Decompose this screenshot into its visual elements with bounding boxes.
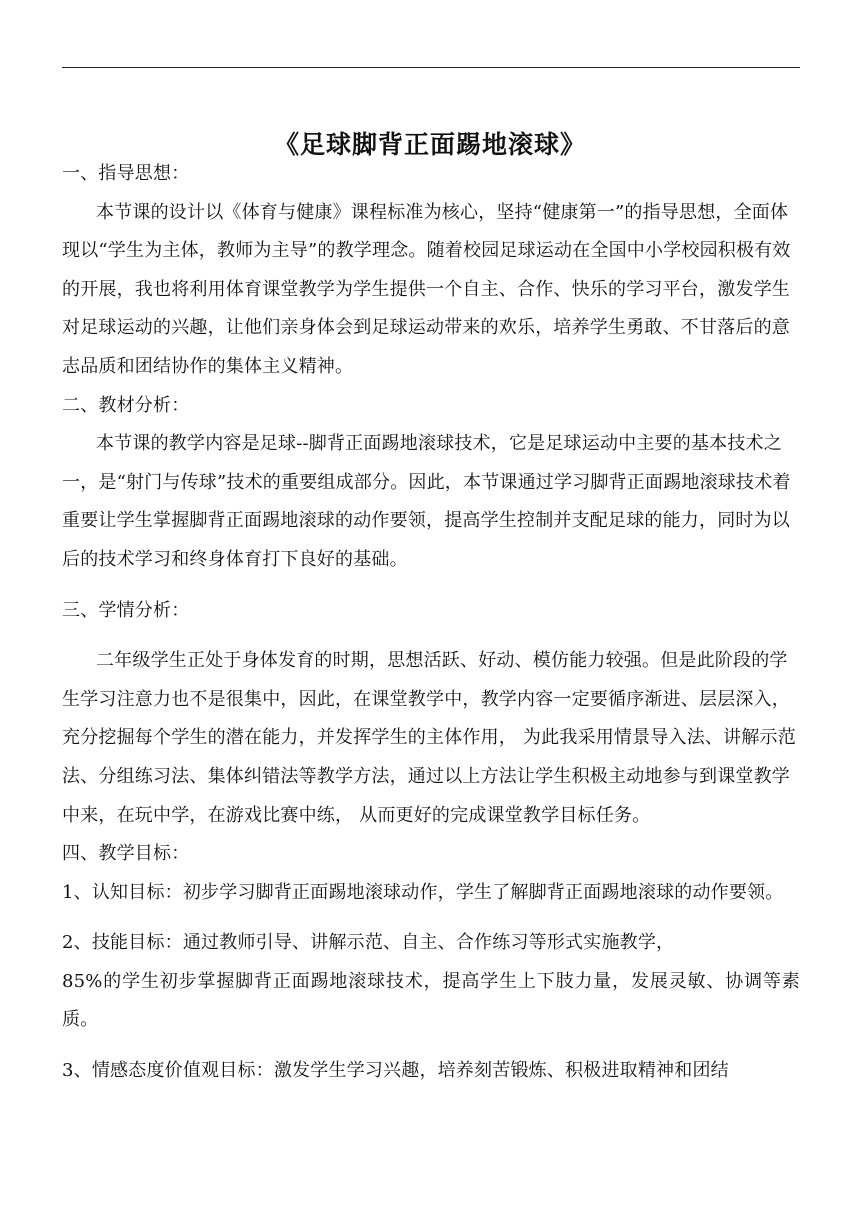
- document-title: 《足球脚背正面踢地滚球》: [273, 129, 586, 159]
- objective-skill-line-1: 2、技能目标：通过教师引导、讲解示范、自主、合作练习等形式实施教学，: [62, 932, 675, 954]
- section-heading-guiding: 一、指导思想：: [62, 163, 190, 184]
- section-heading-material: 二、教材分析：: [62, 394, 190, 416]
- header-rule: [62, 67, 800, 68]
- section-student-analysis: [62, 592, 800, 836]
- section-heading-objectives: 四、教学目标：: [62, 843, 190, 865]
- objective-cognitive: 1、认知目标：初步学习脚背正面踢地滚球动作，学生了解脚背正面踢地滚球的动作要领。: [62, 881, 784, 903]
- section-guiding-ideology: [62, 155, 800, 387]
- paragraph-material: 本节课的教学内容是足球--脚背正面踢地滚球技术，它是足球运动中主要的基本技术之一，是“射门与传球”技术的重要组成部分。因此，本节课通过学习脚背正面踢地滚球技术着重要让学生掌握脚背正面踢地滚球的动作要领，提高学生控制并支配足球的能力，同时为以后的技术学习和终身体育打下良好的基础。: [62, 433, 791, 570]
- document-body: [62, 155, 800, 1091]
- paragraph-guiding: 本节课的设计以《体育与健康》课程标准为核心，坚持“健康第一”的指导思想，全面体现以“学生为主体，教师为主导”的教学理念。随着校园足球运动在全国中小学校园积极有效的开展，我也将利用体育课堂教学为学生提供一个自主、合作、快乐的学习平台，激发学生对足球运动的兴趣，让他们亲身体会到足球运动带来的欢乐，培养学生勇敢、不甘落后的意志品质和团结协作的集体主义精神。: [62, 201, 791, 377]
- objective-affective: 3、情感态度价值观目标：激发学生学习兴趣，培养刻苦锻炼、积极进取精神和团结: [62, 1060, 729, 1082]
- section-heading-students: 三、学情分析：: [62, 599, 190, 621]
- objective-skill-line-2: 85%的学生初步掌握脚背正面踢地滚球技术，提高学生上下肢力量，发展灵敏、协调等素质。: [62, 970, 800, 1031]
- section-material-analysis: [62, 387, 800, 580]
- paragraph-students: 二年级学生正处于身体发育的时期，思想活跃、好动、模仿能力较强。但是此阶段的学生学习注意力也不是很集中，因此，在课堂教学中，教学内容一定要循序渐进、层层深入，充分挖掘每个学生的潜在能力，并发挥学生的主体作用， 为此我采用情景导入法、讲解示范法、分组练习法、集体纠错法等教学方法，通过以上方法让学生积极主动地参与到课堂教学中来，在玩中学，在游戏比赛中练， 从而更好的完成课堂教学目标任务。: [62, 650, 796, 826]
- section-teaching-objectives: [62, 835, 800, 1091]
